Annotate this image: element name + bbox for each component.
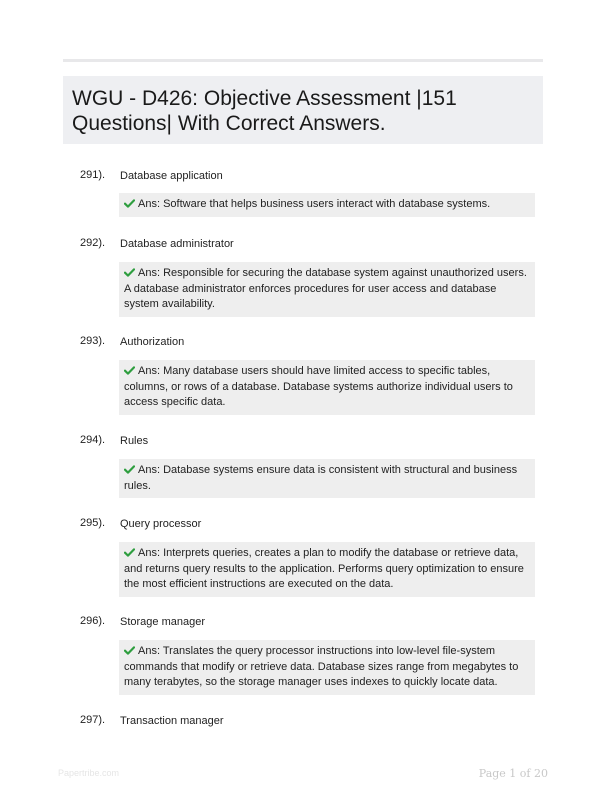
answer-box (119, 262, 535, 317)
question-text: Database application (120, 170, 223, 182)
check-icon (124, 548, 135, 557)
question-number: 291). (80, 169, 106, 181)
question-text: Transaction manager (120, 715, 224, 727)
answer-box (119, 640, 535, 695)
question-text: Storage manager (120, 616, 205, 628)
answer-box (119, 360, 535, 415)
question-number: 295). (80, 517, 106, 529)
answer-text: Ans: Translates the query processor instructions into low-level file-system commands that modify or retrieve data. Database sizes range from megabytes to many terabytes, so the storage manager uses indexes to quickly locate data. (124, 645, 519, 688)
answer-text: Ans: Responsible for securing the database system against unauthorized users. A database administrator enforces procedures for user access and database system availability. (124, 267, 527, 310)
answer-text: Ans: Interprets queries, creates a plan to modify the database or retrieve data, and returns query results to the application. Performs query optimization to ensure the most efficient instructions are executed on the data. (124, 547, 524, 590)
question-number: 296). (80, 615, 106, 627)
check-icon (124, 366, 135, 375)
page-indicator: Page 1 of 20 (478, 767, 548, 780)
check-icon (124, 268, 135, 277)
answer-text: Ans: Database systems ensure data is consistent with structural and business rules. (124, 464, 518, 492)
footer-watermark: Papertribe.com (58, 768, 120, 778)
question-text: Database administrator (120, 238, 234, 250)
document-title: WGU - D426: Objective Assessment |151 Questions| With Correct Answers. (72, 87, 457, 135)
question-number: 293). (80, 335, 106, 347)
answer-text: Ans: Software that helps business users interact with database systems. (138, 198, 491, 210)
check-icon (124, 465, 135, 474)
question-text: Query processor (120, 518, 202, 530)
answer-box (119, 542, 535, 597)
check-icon (124, 199, 135, 208)
answer-box (119, 193, 535, 217)
question-text: Authorization (120, 336, 185, 348)
question-text: Rules (120, 435, 149, 447)
check-icon (124, 646, 135, 655)
answer-box (119, 459, 535, 498)
question-number: 292). (80, 237, 106, 249)
question-number: 294). (80, 434, 106, 446)
answer-text: Ans: Many database users should have limited access to specific tables, columns, or rows of a database. Database systems authorize individual users to access specific data. (124, 365, 513, 408)
question-number: 297). (80, 714, 106, 726)
